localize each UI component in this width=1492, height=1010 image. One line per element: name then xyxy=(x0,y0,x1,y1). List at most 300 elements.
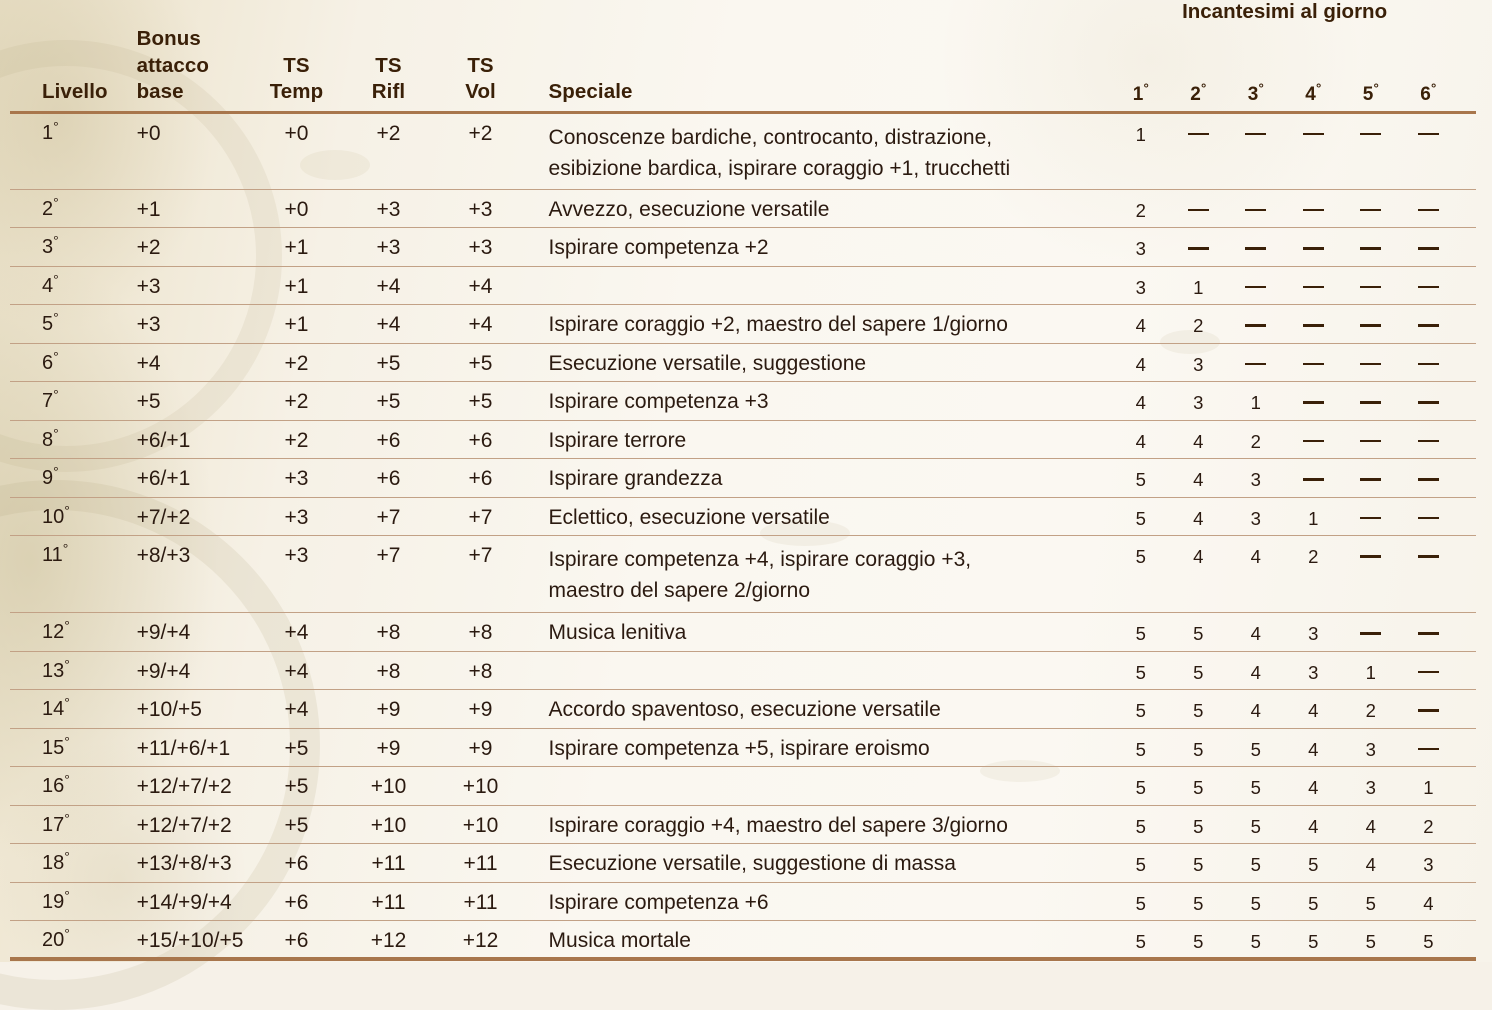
spells-per-day-level-6-cell-text xyxy=(1400,729,1458,760)
spells-per-day-level-4-cell-text: 4 xyxy=(1308,815,1319,837)
spells-per-day-level-1-cell xyxy=(1112,497,1170,536)
save-reflex-cell-text: +10 xyxy=(370,813,407,837)
spells-per-day-level-1-cell xyxy=(1112,382,1170,421)
spells-per-day-level-3-cell xyxy=(1227,382,1285,421)
special-line: Ispirare terrore xyxy=(548,428,687,452)
save-reflex-cell-text: +4 xyxy=(376,313,401,337)
em-dash-icon xyxy=(1418,555,1439,557)
spells-per-day-level-6-cell xyxy=(1400,536,1458,613)
special-cell-text xyxy=(549,806,1113,836)
save-fortitude-cell-text: +6 xyxy=(284,890,309,914)
spells-per-day-level-5-cell-text: 3 xyxy=(1365,777,1376,799)
spells-per-day-level-3-cell xyxy=(1227,305,1285,344)
level-cell-text: 16° xyxy=(42,771,70,798)
spells-per-day-level-4-cell-text: 5 xyxy=(1308,854,1319,876)
spells-per-day-level-2-cell xyxy=(1170,844,1228,883)
spells-per-day-level-3-cell xyxy=(1227,266,1285,305)
level-cell-text: 10° xyxy=(42,502,70,528)
spells-per-day-level-1-cell xyxy=(1112,613,1170,652)
spells-per-day-level-6-cell xyxy=(1400,305,1458,344)
header-ts-temp-line1: TS xyxy=(283,53,310,77)
spells-per-day-level-1-cell-text: 4 xyxy=(1135,353,1146,375)
em-dash-icon xyxy=(1418,209,1439,211)
save-fortitude-cell xyxy=(250,305,342,344)
spells-per-day-level-2-cell-text: 4 xyxy=(1193,469,1204,491)
special-cell-text xyxy=(549,536,1113,607)
spells-per-day-level-1-cell xyxy=(1112,690,1170,729)
spells-per-day-level-5-cell xyxy=(1342,382,1400,421)
table-row xyxy=(10,459,1476,498)
save-will-cell-text: +4 xyxy=(468,313,493,337)
spells-per-day-level-3-cell-text: 4 xyxy=(1250,661,1261,683)
save-will-cell-text: +12 xyxy=(462,929,499,953)
special-cell-text xyxy=(549,344,1113,374)
spells-per-day-level-3-cell xyxy=(1227,343,1285,382)
base-attack-bonus-cell xyxy=(115,266,251,305)
level-cell-text: 3° xyxy=(42,232,59,259)
special-line: Eclettico, esecuzione versatile xyxy=(548,505,830,529)
header-spell-level-2: 2° xyxy=(1170,26,1228,112)
spells-per-day-level-1-cell-text: 5 xyxy=(1135,661,1146,683)
table-row xyxy=(10,189,1476,228)
save-reflex-cell-text: +7 xyxy=(376,505,401,529)
special-cell xyxy=(527,767,1113,806)
save-will-cell xyxy=(435,189,527,228)
save-fortitude-cell-text: +4 xyxy=(284,698,309,722)
save-will-cell-text: +5 xyxy=(468,351,493,375)
table-row xyxy=(10,343,1476,382)
special-line: Esecuzione versatile, suggestione xyxy=(548,351,867,375)
level-cell xyxy=(10,459,115,498)
spells-per-day-level-6-cell xyxy=(1400,921,1458,960)
spells-per-day-level-3-cell-text: 5 xyxy=(1250,738,1261,760)
save-will-cell xyxy=(435,343,527,382)
table-row xyxy=(10,767,1476,806)
level-cell xyxy=(10,767,115,806)
header-spacer xyxy=(10,0,1112,26)
base-attack-bonus-cell-text: +0 xyxy=(136,121,161,145)
spells-per-day-level-5-cell xyxy=(1342,651,1400,690)
base-attack-bonus-cell-text: +3 xyxy=(136,313,161,337)
spells-per-day-level-6-cell xyxy=(1400,613,1458,652)
spells-per-day-level-4-cell-text xyxy=(1285,382,1343,413)
header-spell-level-3: 3° xyxy=(1227,26,1285,112)
save-reflex-cell xyxy=(343,690,435,729)
header-ts-vol-line1: TS xyxy=(467,53,494,77)
spells-per-day-level-5-cell-text xyxy=(1342,114,1400,145)
spells-per-day-level-1-cell-text: 5 xyxy=(1135,738,1146,760)
save-reflex-cell-text: +6 xyxy=(376,428,401,452)
spells-per-day-level-2-cell xyxy=(1170,228,1228,267)
level-cell-text: 20° xyxy=(42,925,70,952)
save-will-cell xyxy=(435,921,527,960)
table-row xyxy=(10,112,1476,189)
header-ts-temp-line2: Temp xyxy=(269,80,324,104)
row-pad xyxy=(1457,305,1476,344)
table-row xyxy=(10,420,1476,459)
special-line: Musica mortale xyxy=(548,929,691,953)
spells-per-day-level-6-cell-text xyxy=(1400,536,1458,567)
column-header-row xyxy=(10,26,1476,112)
special-cell-text xyxy=(549,267,1113,297)
spells-per-day-level-6-cell-text xyxy=(1400,498,1458,529)
save-will-cell-text: +4 xyxy=(468,274,493,298)
save-fortitude-cell xyxy=(250,536,342,613)
row-pad xyxy=(1457,189,1476,228)
header-level-label: Livello xyxy=(42,80,108,104)
special-cell xyxy=(527,382,1113,421)
spells-per-day-level-5-cell-text: 1 xyxy=(1365,661,1376,683)
spells-per-day-level-4-cell-text: 4 xyxy=(1308,738,1319,760)
level-cell-text: 6° xyxy=(42,348,59,374)
em-dash-icon xyxy=(1360,440,1381,442)
spells-per-day-level-3-cell xyxy=(1227,189,1285,228)
save-will-cell xyxy=(435,767,527,806)
em-dash-icon xyxy=(1245,247,1266,249)
spells-per-day-level-6-cell xyxy=(1400,266,1458,305)
save-will-cell-text: +6 xyxy=(468,467,493,491)
em-dash-icon xyxy=(1418,440,1439,442)
spells-per-day-level-3-cell xyxy=(1227,921,1285,960)
row-pad xyxy=(1457,882,1476,921)
save-fortitude-cell xyxy=(250,382,342,421)
spells-per-day-level-4-cell-text xyxy=(1285,459,1343,490)
spells-per-day-level-3-cell-text xyxy=(1227,305,1285,336)
spells-per-day-level-4-cell xyxy=(1285,112,1343,189)
spells-per-day-level-1-cell xyxy=(1112,844,1170,883)
em-dash-icon xyxy=(1418,363,1439,365)
special-line: Ispirare competenza +5, ispirare eroismo xyxy=(548,736,930,760)
base-attack-bonus-cell xyxy=(115,189,251,228)
spells-per-day-level-5-cell xyxy=(1342,420,1400,459)
spells-per-day-level-2-cell xyxy=(1170,420,1228,459)
save-fortitude-cell xyxy=(250,728,342,767)
em-dash-icon xyxy=(1360,286,1381,288)
save-will-cell xyxy=(435,613,527,652)
spells-per-day-level-3-cell-text: 4 xyxy=(1250,623,1261,645)
spells-per-day-level-4-cell-text: 5 xyxy=(1308,931,1319,953)
save-reflex-cell-text: +8 xyxy=(376,621,401,645)
spells-per-day-level-2-cell xyxy=(1170,882,1228,921)
level-cell-text: 7° xyxy=(42,386,59,413)
header-spell-level-5: 5° xyxy=(1342,26,1400,112)
save-will-cell-text: +9 xyxy=(468,698,493,722)
save-will-cell xyxy=(435,690,527,729)
spells-per-day-level-6-cell-text: 2 xyxy=(1423,815,1434,837)
em-dash-icon xyxy=(1418,671,1439,673)
special-line xyxy=(549,661,1113,682)
em-dash-icon xyxy=(1360,478,1381,480)
em-dash-icon xyxy=(1418,401,1439,403)
save-fortitude-cell xyxy=(250,651,342,690)
em-dash-icon xyxy=(1245,363,1266,365)
spells-per-day-level-4-cell-text xyxy=(1285,114,1343,145)
spells-per-day-level-2-cell-text: 3 xyxy=(1193,392,1204,414)
save-fortitude-cell xyxy=(250,882,342,921)
spells-per-day-level-6-cell-text xyxy=(1400,344,1458,375)
spells-per-day-level-1-cell-text: 5 xyxy=(1135,854,1146,876)
spells-per-day-level-1-cell xyxy=(1112,921,1170,960)
special-cell-text xyxy=(549,921,1113,951)
spells-per-day-level-1-cell xyxy=(1112,536,1170,613)
save-fortitude-cell xyxy=(250,844,342,883)
spells-per-day-level-6-cell xyxy=(1400,805,1458,844)
save-reflex-cell xyxy=(343,882,435,921)
spells-per-day-level-2-cell xyxy=(1170,728,1228,767)
special-cell xyxy=(527,266,1113,305)
em-dash-icon xyxy=(1418,478,1439,480)
special-cell xyxy=(527,651,1113,690)
spells-per-day-level-5-cell xyxy=(1342,690,1400,729)
spells-per-day-level-4-cell xyxy=(1285,459,1343,498)
spells-per-day-level-5-cell xyxy=(1342,805,1400,844)
base-attack-bonus-cell xyxy=(115,536,251,613)
header-level xyxy=(10,26,115,112)
spells-per-day-level-4-cell xyxy=(1285,613,1343,652)
spells-per-day-level-4-cell-text: 5 xyxy=(1308,892,1319,914)
special-cell xyxy=(527,536,1113,613)
special-cell-text xyxy=(549,844,1113,874)
save-reflex-cell xyxy=(343,266,435,305)
save-will-cell xyxy=(435,305,527,344)
special-cell xyxy=(527,921,1113,960)
row-pad xyxy=(1457,921,1476,960)
base-attack-bonus-cell xyxy=(115,921,251,960)
save-reflex-cell-text: +9 xyxy=(376,698,401,722)
spells-per-day-level-2-cell-text: 5 xyxy=(1193,738,1204,760)
save-will-cell-text: +3 xyxy=(468,236,493,260)
spells-per-day-level-2-cell xyxy=(1170,459,1228,498)
spells-per-day-level-3-cell xyxy=(1227,882,1285,921)
base-attack-bonus-cell xyxy=(115,343,251,382)
table-row xyxy=(10,613,1476,652)
save-reflex-cell-text: +5 xyxy=(376,351,401,375)
row-pad xyxy=(1457,228,1476,267)
save-fortitude-cell xyxy=(250,459,342,498)
spells-per-day-level-1-cell-text: 5 xyxy=(1135,469,1146,491)
row-pad xyxy=(1457,536,1476,613)
save-reflex-cell xyxy=(343,536,435,613)
save-will-cell xyxy=(435,497,527,536)
spells-per-day-level-2-cell xyxy=(1170,266,1228,305)
spells-per-day-level-2-cell-text xyxy=(1170,190,1228,221)
save-will-cell xyxy=(435,266,527,305)
em-dash-icon xyxy=(1245,324,1266,326)
spells-per-day-level-1-cell xyxy=(1112,767,1170,806)
header-save-fortitude xyxy=(250,26,342,112)
save-will-cell-text: +7 xyxy=(468,505,493,529)
spells-per-day-level-6-cell-text xyxy=(1400,114,1458,145)
spells-per-day-level-1-cell-text: 5 xyxy=(1135,931,1146,953)
spells-per-day-level-2-cell-text: 2 xyxy=(1193,315,1204,337)
spells-per-day-level-5-cell-text xyxy=(1342,498,1400,529)
special-cell-text xyxy=(549,729,1113,759)
special-cell xyxy=(527,459,1113,498)
header-spacer-right xyxy=(1457,0,1476,26)
spells-per-day-level-4-cell xyxy=(1285,266,1343,305)
spells-per-day-level-6-cell-text: 3 xyxy=(1423,854,1434,876)
spells-per-day-level-3-cell xyxy=(1227,805,1285,844)
save-fortitude-cell-text: +6 xyxy=(284,852,309,876)
spells-per-day-level-2-cell xyxy=(1170,382,1228,421)
spells-per-day-level-5-cell-text xyxy=(1342,459,1400,490)
spells-per-day-level-5-cell xyxy=(1342,305,1400,344)
spells-per-day-level-3-cell xyxy=(1227,728,1285,767)
spells-per-day-level-4-cell xyxy=(1285,420,1343,459)
save-reflex-cell-text: +5 xyxy=(376,390,401,414)
spells-per-day-level-1-cell xyxy=(1112,651,1170,690)
save-fortitude-cell-text: +1 xyxy=(284,274,309,298)
spells-per-day-level-4-cell-text: 3 xyxy=(1308,661,1319,683)
em-dash-icon xyxy=(1360,517,1381,519)
base-attack-bonus-cell-text: +6/+1 xyxy=(136,467,191,491)
row-pad xyxy=(1457,112,1476,189)
spells-per-day-level-3-cell xyxy=(1227,767,1285,806)
spells-per-day-level-2-cell-text: 3 xyxy=(1193,353,1204,375)
special-cell-text xyxy=(549,190,1113,220)
special-line: Avvezzo, esecuzione versatile xyxy=(548,197,830,221)
special-cell-text xyxy=(549,613,1113,643)
spells-per-day-level-2-cell xyxy=(1170,112,1228,189)
spells-per-day-level-2-cell-text: 5 xyxy=(1193,700,1204,722)
spells-per-day-level-3-cell-text xyxy=(1227,344,1285,375)
special-line xyxy=(549,776,1113,797)
spells-per-day-level-2-cell-text: 4 xyxy=(1193,430,1204,452)
em-dash-icon xyxy=(1418,517,1439,519)
special-cell xyxy=(527,343,1113,382)
save-fortitude-cell-text: +2 xyxy=(284,428,309,452)
spells-per-day-level-6-cell xyxy=(1400,767,1458,806)
spells-per-day-level-3-cell-text: 5 xyxy=(1250,854,1261,876)
level-cell-text: 13° xyxy=(42,656,70,682)
spells-per-day-level-4-cell-text: 2 xyxy=(1308,546,1319,568)
save-fortitude-cell-text: +3 xyxy=(284,505,309,529)
special-cell xyxy=(527,882,1113,921)
spells-per-day-level-4-cell xyxy=(1285,882,1343,921)
save-will-cell-text: +8 xyxy=(468,621,493,645)
spells-per-day-level-4-cell-text xyxy=(1285,344,1343,375)
special-cell xyxy=(527,613,1113,652)
spells-per-day-level-5-cell xyxy=(1342,921,1400,960)
special-cell xyxy=(527,189,1113,228)
save-fortitude-cell-text: +5 xyxy=(284,813,309,837)
save-will-cell xyxy=(435,420,527,459)
special-line xyxy=(549,276,1113,297)
save-fortitude-cell xyxy=(250,690,342,729)
spells-per-day-level-3-cell-text: 5 xyxy=(1250,931,1261,953)
header-ts-rifl-line2: Rifl xyxy=(371,80,406,104)
table-row xyxy=(10,882,1476,921)
spells-per-day-level-1-cell-text: 3 xyxy=(1135,238,1146,260)
save-will-cell-text: +2 xyxy=(468,121,493,145)
save-will-cell xyxy=(435,228,527,267)
header-ts-vol-line2: Vol xyxy=(465,80,496,104)
spells-per-day-level-3-cell xyxy=(1227,536,1285,613)
spells-per-day-level-6-cell xyxy=(1400,459,1458,498)
save-fortitude-cell-text: +4 xyxy=(284,659,309,683)
save-reflex-cell xyxy=(343,728,435,767)
spells-per-day-level-4-cell xyxy=(1285,805,1343,844)
save-will-cell xyxy=(435,728,527,767)
special-cell xyxy=(527,497,1113,536)
save-fortitude-cell xyxy=(250,613,342,652)
special-cell xyxy=(527,690,1113,729)
spells-per-day-level-6-cell xyxy=(1400,189,1458,228)
level-cell xyxy=(10,382,115,421)
row-pad xyxy=(1457,343,1476,382)
save-reflex-cell-text: +3 xyxy=(376,197,401,221)
spells-per-day-level-4-cell xyxy=(1285,921,1343,960)
base-attack-bonus-cell-text: +3 xyxy=(136,274,161,298)
spells-per-day-level-5-cell xyxy=(1342,767,1400,806)
level-cell xyxy=(10,921,115,960)
base-attack-bonus-cell-text: +4 xyxy=(136,351,161,375)
save-reflex-cell-text: +11 xyxy=(371,890,406,914)
spells-per-day-level-2-cell-text: 5 xyxy=(1193,661,1204,683)
save-reflex-cell xyxy=(343,613,435,652)
spells-per-day-level-1-cell xyxy=(1112,420,1170,459)
em-dash-icon xyxy=(1303,324,1324,326)
header-bab-line2: attacco xyxy=(136,53,210,77)
row-pad xyxy=(1457,420,1476,459)
spells-per-day-level-5-cell-text: 5 xyxy=(1365,892,1376,914)
spells-per-day-level-6-cell-text: 4 xyxy=(1423,892,1434,914)
spells-per-day-level-1-cell-text: 3 xyxy=(1135,276,1146,298)
table-body xyxy=(10,112,1476,959)
spells-per-day-level-5-cell xyxy=(1342,882,1400,921)
base-attack-bonus-cell-text: +7/+2 xyxy=(136,505,191,529)
spell-group-header-row xyxy=(10,0,1476,26)
header-special xyxy=(527,26,1113,112)
spells-per-day-level-5-cell xyxy=(1342,343,1400,382)
base-attack-bonus-cell-text: +15/+10/+5 xyxy=(136,929,244,953)
spells-per-day-level-4-cell-text xyxy=(1285,421,1343,452)
base-attack-bonus-cell-text: +9/+4 xyxy=(136,621,191,645)
table-row xyxy=(10,921,1476,960)
table-row xyxy=(10,805,1476,844)
em-dash-icon xyxy=(1360,632,1381,634)
spells-per-day-level-1-cell xyxy=(1112,343,1170,382)
special-line: Ispirare competenza +4, ispirare coraggio +3, xyxy=(548,548,972,572)
spells-per-day-level-1-cell-text: 5 xyxy=(1135,777,1146,799)
spells-per-day-level-3-cell xyxy=(1227,420,1285,459)
spells-per-day-level-1-cell xyxy=(1112,266,1170,305)
spells-per-day-level-6-cell xyxy=(1400,844,1458,883)
save-reflex-cell-text: +2 xyxy=(376,121,401,145)
special-cell xyxy=(527,112,1113,189)
level-cell-text: 1° xyxy=(42,118,59,144)
save-reflex-cell-text: +9 xyxy=(376,736,401,760)
spells-per-day-level-5-cell-text: 2 xyxy=(1365,700,1376,722)
save-fortitude-cell-text: +0 xyxy=(284,197,309,221)
spells-per-day-level-5-cell-text: 3 xyxy=(1365,738,1376,760)
spells-per-day-level-6-cell xyxy=(1400,690,1458,729)
table-row xyxy=(10,228,1476,267)
level-cell-text: 5° xyxy=(42,309,59,336)
spells-per-day-level-2-cell xyxy=(1170,189,1228,228)
spells-per-day-level-5-cell-text xyxy=(1342,228,1400,259)
spells-per-day-level-2-cell xyxy=(1170,343,1228,382)
save-reflex-cell xyxy=(343,805,435,844)
em-dash-icon xyxy=(1418,133,1439,135)
spells-per-day-level-3-cell-text: 1 xyxy=(1250,392,1261,414)
spells-per-day-level-6-cell xyxy=(1400,728,1458,767)
special-cell-text xyxy=(549,498,1113,528)
special-line: Conoscenze bardiche, controcanto, distrazione, xyxy=(548,125,993,149)
save-will-cell-text: +9 xyxy=(468,736,493,760)
spells-per-day-level-6-cell-text xyxy=(1400,305,1458,336)
spells-per-day-level-5-cell-text xyxy=(1342,382,1400,413)
